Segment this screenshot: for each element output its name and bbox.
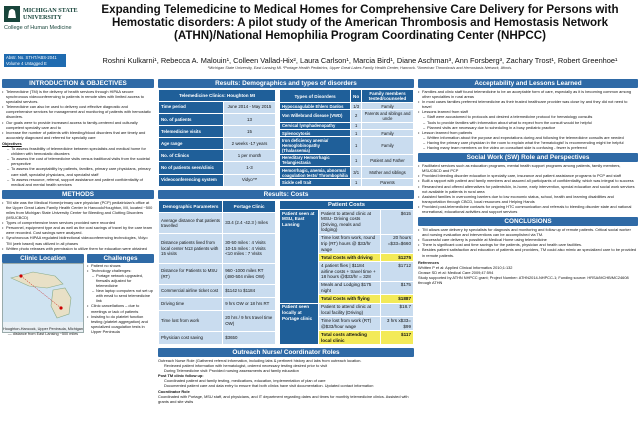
- middle-column: [158, 79, 414, 404]
- list-item: • TM site was the Medical Home/primary care physician (PCP) pediatrician's office at the Upper Great Lakes Family Health Center in Hancock/Houghton, MI, located ~500 miles from Michigan State University Center for Bleeding and Clotting Disorders (MSUCBCD): [2, 200, 154, 220]
- table-cell-value: 30-50 miles : 4 Visits 10-15 miles : 4 Visits <10 miles : 7 Visits: [223, 234, 276, 264]
- table-cell-value: 33.4 (2.4 -42.3 ) miles: [223, 213, 276, 234]
- table-row: [159, 101, 276, 113]
- table-row: [280, 103, 414, 110]
- list-item: – To assess the cost of telemedicine visits versus traditional visits from the societal perspective: [2, 156, 154, 166]
- table-row: [280, 129, 414, 136]
- table-cell-value: 9 hrs OW or 18 hrs RT: [223, 297, 276, 310]
- abstract-number: Abstr. No. STHT/ABS-2041 Volume 4 Untagged E: [4, 54, 66, 67]
- table-row: [280, 122, 414, 129]
- list-item: • TM allows care delivery by specialists for diagnosis and monitoring and follow up of remote patients. Critical social worker and nursing evaluation and interventions can be accomplished via TM.: [418, 227, 638, 237]
- table-cell-value: 1 per month: [223, 150, 275, 162]
- table-row: [280, 209, 414, 234]
- clinic-table-header: Telemedicine Clinics: Houghton MI: [159, 90, 276, 102]
- michigan-map: [2, 263, 84, 336]
- map-icon: [3, 264, 83, 322]
- left-column: [2, 79, 154, 334]
- cost-value: $1275: [380, 254, 413, 262]
- author-list: Roshni Kulkarni¹, Rebecca A. Malouin¹, Colleen Vallad-Hix², Laura Carlson¹, Marcia Bird¹, Diane Aschman³, Ann Forsberg³, Zachary Trost¹, Robert Greenhoe¹: [102, 56, 618, 65]
- table-header-cell: No: [351, 90, 362, 103]
- demographic-parameters-table: [158, 200, 276, 345]
- table-row: [280, 154, 414, 166]
- table-cell-count: 2: [351, 110, 362, 122]
- table-cell-key: Commercial airline ticket cost: [159, 284, 223, 297]
- outreach-line: Coordinated with Portage, MSU staff, and physicians, and IT department regarding dates and times for monthly telemedicine clinics. Assisted with grants and site visits: [158, 393, 409, 404]
- table-cell-key: Age range: [159, 138, 224, 150]
- table-cell-family: Patient and Father: [362, 154, 414, 166]
- list-item: • Insisting to do platelet function testing (platelet aggregation) and specialized coagulation tests in Upper Peninsula: [87, 314, 154, 334]
- costs-heading: Results: Costs: [158, 190, 414, 199]
- poster-title: Expanding Telemedicine to Medical Homes for Comprehensive Care Delivery for Persons with Hemostatic disorders: A pilot study of the American Thrombosis and Hemostasis Network (ATHN)/National Hemophilia Program Coordinating Center (NHPCC): [101, 3, 619, 42]
- list-item: • Written photo releases with permission to utilize them for education were obtained: [2, 246, 154, 251]
- map-caption: Houghton-Hancock, Upper Peninsula, Michigan — distance from East Lansing ~500 miles: [3, 326, 83, 336]
- table-cell-key: Telemedicine visits: [159, 125, 224, 137]
- list-item: • Lesson learned from patients: [418, 130, 638, 135]
- table-row: [159, 125, 276, 137]
- table-row: [159, 150, 276, 162]
- table-cell-key: Cervical lymphadenopathy: [280, 122, 351, 129]
- poster-header: [0, 0, 640, 78]
- table-cell-family: Parents: [362, 179, 414, 186]
- list-item: • Successful care delivery is possible at Medical Home using telemedicine: [418, 237, 638, 242]
- table-row: [280, 137, 414, 154]
- patient-costs-header: Patient Costs: [280, 200, 414, 209]
- reference-item: Whitten P et al: Applied Clinical Informatics 2010;1:132: [418, 264, 513, 270]
- cost-value: $1887: [380, 295, 413, 303]
- social-work-heading: Social Work (SW) Role and Perspectives: [418, 153, 638, 162]
- intro-heading: INTRODUCTION & OBJECTIVES: [2, 79, 154, 88]
- table-cell-key: No of patients seen/clinic: [159, 162, 224, 174]
- clinic-summary-table: [158, 89, 276, 187]
- cost-value: 3 hrs x$33= $99: [380, 317, 413, 331]
- table-cell-count: 1/3: [351, 103, 362, 110]
- cost-value: $18.7: [380, 303, 413, 317]
- table-cell-key: Iron deficiency anemia/ Hemoglobinopathy (Thalassemia): [280, 137, 351, 154]
- methods-heading: METHODS: [2, 190, 154, 199]
- cost-description: Patient to attend clinic at MSU- Driving costs (Driving, meals and lodging): [319, 209, 381, 234]
- table-cell-key: No. of Clinics: [159, 150, 224, 162]
- list-item: • Lessons learned from staff: [418, 109, 638, 114]
- list-item: • Technology challenges:: [87, 268, 154, 273]
- table-cell-value: 2 weeks -17 years: [223, 138, 275, 150]
- acceptability-heading: Acceptability and Lessons Learned: [418, 79, 638, 88]
- outreach-line: Coordinator Role: [158, 388, 190, 394]
- table-cell-value: $1142 to $1184: [223, 284, 276, 297]
- table-cell-key: Sickle cell trait: [280, 179, 351, 186]
- list-item: – Written information about the purpose and expectations during and following the telemedicine consults are needed: [418, 135, 638, 140]
- table-row: [159, 174, 276, 186]
- university-name: MICHIGAN STATE UNIVERSITY: [23, 7, 78, 21]
- conclusions-body: [418, 227, 638, 285]
- table-cell-value: 1-3: [223, 162, 275, 174]
- table-cell-value: 15: [223, 125, 275, 137]
- references-label: References: [418, 259, 439, 265]
- table-cell-key: Physician cost saving: [159, 331, 223, 344]
- intro-body: [2, 89, 154, 187]
- table-header-cell: Family members tested/counseled: [362, 90, 414, 103]
- list-item: • Assisted families in overcoming barriers due to low economic status, school, health and learning disabilities and transportation through CBCD, local resources and Helping Hands: [418, 194, 638, 204]
- table-cell-family: Mother and siblings: [362, 167, 414, 179]
- social-work-body: [418, 163, 638, 214]
- cost-value: 20 hours =$33=$660: [380, 234, 413, 253]
- table-row: [159, 213, 276, 234]
- list-item: • In most cases families preferred telemedicine as their trusted healthcare provider was close by and they did not need to travel: [418, 99, 638, 109]
- table-row: [280, 179, 414, 186]
- table-row: [159, 234, 276, 264]
- table-cell-key: Driving time: [159, 297, 223, 310]
- table-cell-family: Family: [362, 137, 414, 154]
- list-item: • Provided bleeding disorder education in specialty care, insurance and patient assistance programs to PCP and staff: [418, 173, 638, 178]
- clinic-location-panel: [2, 254, 84, 334]
- list-item: • Patient no shows: [87, 263, 154, 268]
- table-cell-key: Time period: [159, 101, 224, 113]
- clinic-challenges-row: [2, 254, 154, 334]
- table-header-cell: Types of Disorders: [280, 90, 351, 103]
- table-cell-key: Hemorrhagic, anemia, abnormal coagulation tests/ Thrombophilia: [280, 167, 351, 179]
- table-cell-value: June 2014 - May 2015: [223, 101, 275, 113]
- cost-description: Total costs attending local clinic: [319, 331, 381, 345]
- table-cell-value: Vidyo™: [223, 174, 275, 186]
- list-item: • There is significant cost and time savings for the patients, physician and health care facilities.: [418, 242, 638, 247]
- list-item: • Built a rapport with patient and family members and assured all participants of confidentiality, which was integral to success: [418, 178, 638, 183]
- list-item: – Tools to provide families with information about what to expect from the consult would be helpful: [418, 120, 638, 125]
- challenges-heading: Challenges: [87, 254, 154, 263]
- table-cell-key: Average distance that patients travelled: [159, 213, 223, 234]
- table-cell-key: Videoconferencing system: [159, 174, 224, 186]
- table-cell-family: Family: [362, 129, 414, 136]
- challenges-panel: [87, 254, 154, 334]
- table-row: [280, 303, 414, 317]
- table-cell-count: 1: [351, 122, 362, 129]
- cost-value: $175: [380, 281, 413, 295]
- cost-description: Time lost from work (RT) @$33/hour wage: [319, 317, 381, 331]
- table-cell-family: Family: [362, 103, 414, 110]
- table-cell-key: Time lost from work: [159, 310, 223, 331]
- cost-description: Patient to attend clinic at local facility (Driving): [319, 303, 381, 317]
- table-cell-key: Splenocytosis: [280, 129, 351, 136]
- challenges-body: [87, 263, 154, 334]
- list-item: • Families and clinic staff found telemedicine to be an acceptable form of care, especially as it is becoming common among other specialties in rural areas: [418, 89, 638, 99]
- patient-costs-table: [279, 200, 414, 345]
- list-item: • Researched and offered alternatives for patients/kin, in-home, early intervention, special education and social work services not available in patients in rural area: [418, 184, 638, 194]
- table-row: [280, 110, 414, 122]
- table-cell-value: 960 -1000 miles RT (480-504 miles OW): [223, 263, 276, 284]
- list-item: • Provided post-telemedicine contacts for ongoing HTC communication and referrals to bleeding disorder state and national recreational, educational activities and support services: [418, 204, 638, 214]
- table-row: [159, 284, 276, 297]
- table-row: [159, 113, 276, 125]
- group-label-local: Patient seen locally at Portage clinic: [280, 303, 319, 344]
- table-cell-value: $3650: [223, 331, 276, 344]
- table-cell-key: Von Willebrand disease (VWD): [280, 110, 351, 122]
- table-cell-key: Hereditary Hemorrhagic Telangiectasia: [280, 154, 351, 166]
- spartan-helmet-icon: [4, 6, 20, 22]
- list-item: – Portage network upgraded, firewalls adjusted for telemedicine: [87, 273, 154, 288]
- list-item: – Having many team members on the video on consultant side is confusing - fewer is preferred: [418, 145, 638, 150]
- list-item: – New laptop computers not set up with email to send telemedicine link: [87, 288, 154, 303]
- list-item: • Synchronous HIPAA regulated bidirectional videoconferencing technologies, Vidyo TM (web based) was utilized in all phases: [2, 235, 154, 245]
- list-item: • Personnel, equipment type and as well as the cost savings of travel by the care team were recorded. Cost savings were analyzed.: [2, 225, 154, 235]
- outreach-line: Documented patient care and data entry to ensure that both clinics have visit documentation. Updated contact information: [164, 383, 374, 389]
- table-cell-count: 1: [351, 179, 362, 186]
- cost-description: 4 patient flies | $1184 airline costs + travel time + 18 hours @$33/hr = 328: [319, 262, 381, 281]
- list-item: • Besides patient satisfaction and education of patients and providers, TM could also mimic an specialized care to be provided in remote patients.: [418, 247, 638, 257]
- list-item: • Clinic cancellations – due to meetings or lack of patients: [87, 303, 154, 313]
- cost-value: $117: [380, 331, 413, 345]
- table-cell-count: 1: [351, 154, 362, 166]
- outreach-line: Outreach Nurse Role (Gathered referral information, including labs & pertinent history and labs from outreach location.: [158, 357, 362, 363]
- table-cell-key: No. of patients: [159, 113, 224, 125]
- table-row: [159, 162, 276, 174]
- cost-description: Meals and Lodging $175 night: [319, 281, 381, 295]
- table-header-cell: Demographic Parameters: [159, 200, 223, 212]
- objectives-label: Objectives: [2, 140, 22, 146]
- list-item: • Types of comprehensive team services provided were recorded: [2, 220, 154, 225]
- cost-value: $1712: [380, 262, 413, 281]
- table-cell-key: Hypocoagulable Ehlers Danlos: [280, 103, 351, 110]
- affiliations: ¹Michigan State University, East Lansing MI. ²Portage Health Pediatrics, Upper Great Lakes Family Health Center, Hancock. ³American Thrombosis and Hemostasis Network, Illinois.: [207, 66, 513, 70]
- costs-tables: [158, 200, 414, 345]
- cost-description: Time lost from work, round trip (RT) hours @ $33/hr wage: [319, 234, 381, 253]
- outreach-line: Reviewed patient information with hematologist, ordered necessary testing desired prior to visit: [164, 363, 328, 369]
- list-item: – To assess feasibility of telemedicine between specialists and medical home for children with hemostatic disorders: [2, 146, 154, 156]
- cost-value: $615: [380, 209, 413, 234]
- list-item: • Our goals were to provide increased access to family-centered and culturally competent specialty care and to: [2, 120, 154, 130]
- cost-description: Total Costs with driving: [319, 254, 381, 262]
- table-row: [159, 331, 276, 344]
- outreach-line: During Telemedicine visit: Provided nursing assessments and family education: [164, 368, 299, 374]
- list-item: – Staff were accustomed to protocols and desired a telemedicine protocol for hematology consults: [418, 114, 638, 119]
- table-row: [159, 263, 276, 284]
- outreach-body: [158, 358, 414, 404]
- table-cell-key: Distance patients lived from local center N13 patients with 15 visits: [159, 234, 223, 264]
- list-item: – Planned visits are necessary due to scheduling in a busy pediatric practice: [418, 125, 638, 130]
- table-row: [280, 167, 414, 179]
- reference-item: Study supported by ATHN NHPCC grant; Project Number: ATHN2014-NHPCC-1; Funding source: HRSA/MCHB/MC24608 through ATHN: [418, 274, 629, 285]
- list-item: • Increase the number of patients with bleeding/blood disorders that are timely and accurately diagnosed and referred for specialty care: [2, 130, 154, 140]
- list-item: • Facilitated services such as education programs, mental health support programs among patients, family members, MSUCBCD and PCP: [418, 163, 638, 173]
- table-cell-count: 1: [351, 137, 362, 154]
- table-header-cell: Portage Clinic: [223, 200, 276, 212]
- outreach-line: Post TM clinic follow up:: [158, 373, 204, 379]
- list-item: – To assess the acceptability by patients, families, primary care physicians, primary care staff, specialist physicians, and specialist staff: [2, 166, 154, 176]
- table-row: [159, 138, 276, 150]
- acceptability-body: [418, 89, 638, 150]
- msu-logo: [4, 6, 84, 46]
- table-cell-value: 20 hrs / 9 hrs travel time OW): [223, 310, 276, 331]
- table-cell-family: [362, 122, 414, 129]
- cost-description: Total Costs with flying: [319, 295, 381, 303]
- list-item: • Telemedicine can also be used to delivery cost effective diagnostic and comprehensive services for management and monitoring of patients with hemostatic disorders.: [2, 104, 154, 119]
- outreach-heading: Outreach Nurse/ Coordinator Roles: [158, 348, 414, 357]
- college-name: College of Human Medicine: [4, 25, 72, 31]
- clinic-location-heading: Clinic Location: [2, 254, 84, 263]
- disorders-table: [279, 89, 414, 187]
- list-item: • Telemedicine (TM) is the delivery of health services through HIPAA secure synchronous videoconferencing to patients in remote sites with limited access to specialist services.: [2, 89, 154, 104]
- table-cell-key: Distance for Patients to MSU (RT): [159, 263, 223, 284]
- table-cell-count: 1: [351, 129, 362, 136]
- outreach-line: Coordinated patient and family testing, medications, education, implementation of plan of care: [164, 378, 326, 384]
- table-row: [159, 297, 276, 310]
- table-row: [159, 310, 276, 331]
- results-heading: Results: Demographics and types of disorders: [158, 79, 414, 88]
- list-item: – Having the primary care physician in the room to explain what the 'hematologist' is recommending might be helpful: [418, 140, 638, 145]
- right-column: [418, 79, 638, 285]
- list-item: – To assess resource, referral, support assistance and patient confidentiality of medical and mental health services: [2, 177, 154, 187]
- conclusions-heading: CONCLUSIONS: [418, 217, 638, 226]
- group-label-msu: Patient seen at MSU, East Lansing: [280, 209, 319, 303]
- table-cell-family: Parents and siblings and uncle: [362, 110, 414, 122]
- results-tables: [158, 89, 414, 187]
- table-cell-value: 13: [223, 113, 275, 125]
- table-cell-count: 3/1: [351, 167, 362, 179]
- methods-body: [2, 200, 154, 251]
- reference-item: Grosse SD et al: Medical Care 2009;47:594: [418, 269, 494, 275]
